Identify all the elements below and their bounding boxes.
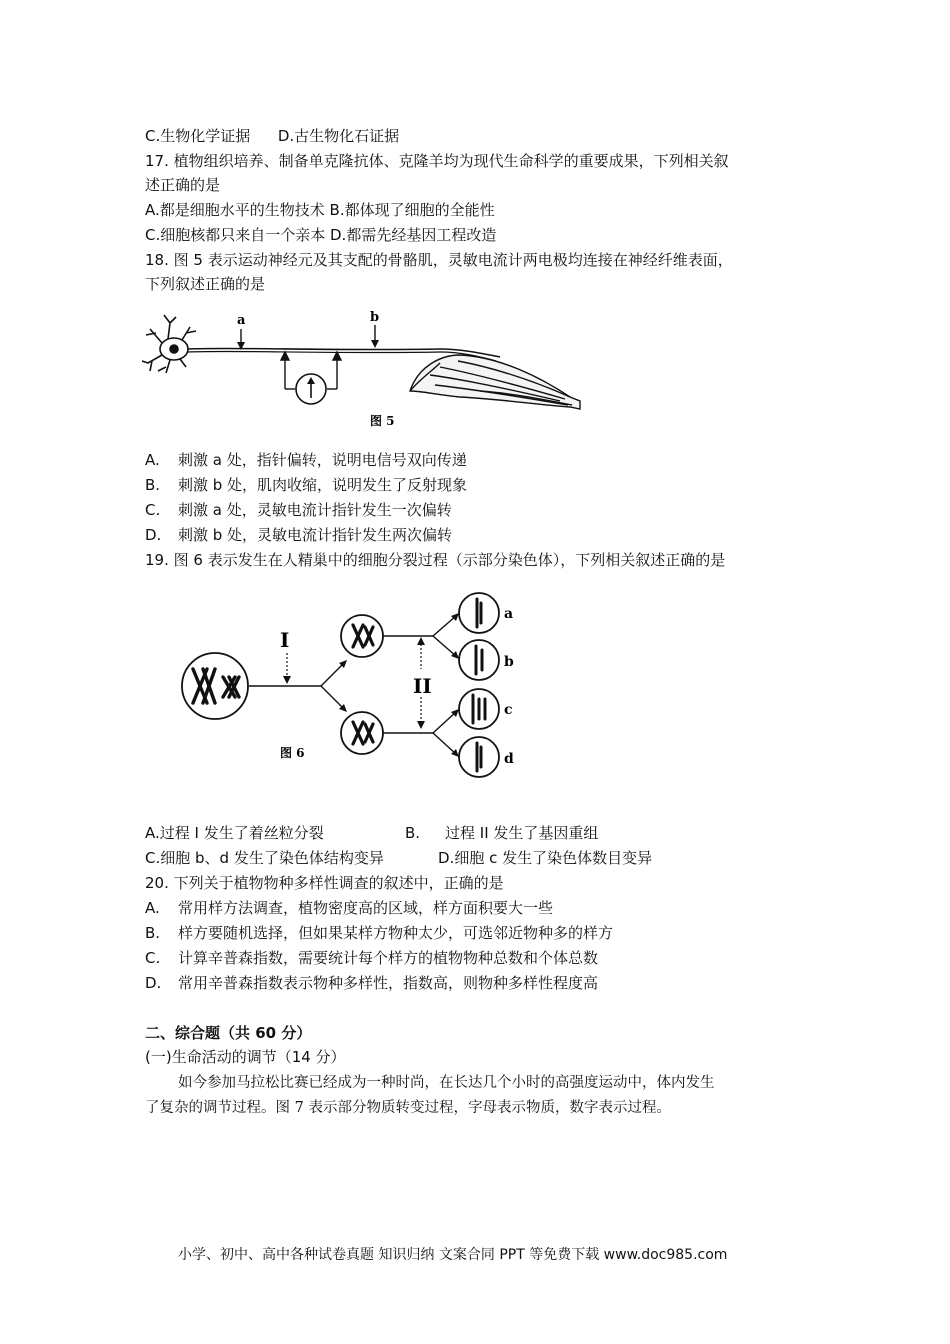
figure-5-neuron-muscle bbox=[140, 305, 590, 435]
q19-stem: 19. 图 6 表示发生在人精巢中的细胞分裂过程（示部分染色体），下列相关叙述正确的是 bbox=[145, 551, 726, 569]
q17-options-ab: A.都是细胞水平的生物技术 B.都体现了细胞的全能性 bbox=[145, 201, 495, 219]
label-cell-c: c bbox=[504, 702, 513, 718]
label-a: a bbox=[237, 313, 246, 328]
q18-option-c-text: 刺激 a 处，灵敏电流计指针发生一次偏转 bbox=[178, 501, 452, 519]
parent-cell bbox=[182, 653, 248, 719]
label-I: I bbox=[280, 628, 290, 652]
stimulus-arrow-a bbox=[237, 313, 246, 350]
label-cell-a: a bbox=[504, 606, 514, 622]
q19-option-d: D.细胞 c 发生了染色体数目变异 bbox=[438, 849, 653, 867]
section-2-para-line2: 了复杂的调节过程。图 7 表示部分物质转变过程，字母表示物质，数字表示过程。 bbox=[145, 1100, 671, 1116]
q18-option-d-text: 刺激 b 处，灵敏电流计指针发生两次偏转 bbox=[178, 526, 453, 544]
q17-stem-line1: 17. 植物组织培养、制备单克隆抗体、克隆羊均为现代生命科学的重要成果，下列相关叙 bbox=[145, 152, 729, 170]
label-II: II bbox=[413, 674, 432, 698]
daughter-cell-c bbox=[459, 689, 513, 729]
galvanometer bbox=[296, 374, 326, 404]
q18-option-c-letter: C. bbox=[145, 501, 161, 519]
stimulus-arrow-b bbox=[370, 310, 379, 348]
secondary-cell-top bbox=[341, 615, 383, 657]
daughter-cell-a bbox=[459, 593, 513, 633]
q17-stem-line2: 述正确的是 bbox=[145, 176, 221, 194]
figure-5-caption: 图 5 bbox=[370, 414, 395, 428]
q20-option-c-letter: C. bbox=[145, 949, 161, 967]
q19-option-c: C.细胞 b、d 发生了染色体结构变异 bbox=[145, 849, 384, 867]
q20-option-c-text: 计算辛普森指数，需要统计每个样方的植物物种总数和个体总数 bbox=[178, 949, 599, 967]
q16-option-d: D.古生物化石证据 bbox=[277, 127, 400, 145]
q18-stem-line2: 下列叙述正确的是 bbox=[145, 275, 266, 293]
label-cell-b: b bbox=[504, 654, 514, 670]
page-footer: 小学、初中、高中各种试卷真题 知识归纳 文案合同 PPT 等免费下载 www.doc985.com bbox=[178, 1247, 728, 1263]
q18-option-b-letter: B. bbox=[145, 476, 161, 494]
q20-option-b-text: 样方要随机选择，但如果某样方物种太少，可选邻近物种多的样方 bbox=[178, 924, 614, 942]
neuron-cell-body bbox=[142, 315, 196, 373]
q18-option-b-text: 刺激 b 处，肌肉收缩，说明发生了反射现象 bbox=[178, 476, 468, 494]
q19-option-b-text: 过程 II 发生了基因重组 bbox=[445, 824, 599, 842]
q20-option-d-text: 常用辛普森指数表示物种多样性，指数高，则物种多样性程度高 bbox=[178, 974, 599, 992]
label-b: b bbox=[370, 310, 380, 325]
daughter-cell-d bbox=[459, 737, 514, 777]
q20-stem: 20. 下列关于植物物种多样性调查的叙述中，正确的是 bbox=[145, 874, 504, 892]
label-cell-d: d bbox=[504, 751, 514, 767]
q20-option-a-text: 常用样方法调查，植物密度高的区域，样方面积要大一些 bbox=[178, 899, 554, 917]
figure-6-caption: 图 6 bbox=[280, 746, 305, 760]
q16-option-c: C.生物化学证据 bbox=[145, 127, 251, 145]
skeletal-muscle bbox=[410, 355, 580, 409]
q18-option-a-text: 刺激 a 处，指针偏转，说明电信号双向传递 bbox=[178, 451, 467, 469]
q17-options-cd: C.细胞核都只来自一个亲本 D.都需先经基因工程改造 bbox=[145, 226, 497, 244]
q18-stem-line1: 18. 图 5 表示运动神经元及其支配的骨骼肌，灵敏电流计两电极均连接在神经纤维表面， bbox=[145, 251, 733, 269]
q20-option-b-letter: B. bbox=[145, 924, 161, 942]
section-2-para-line1: 如今参加马拉松比赛已经成为一种时尚，在长达几个小时的高强度运动中，体内发生 bbox=[178, 1075, 715, 1091]
q18-option-d-letter: D. bbox=[145, 526, 162, 544]
section-2-subheading: (一)生命活动的调节（14 分） bbox=[145, 1048, 346, 1066]
q20-option-d-letter: D. bbox=[145, 974, 162, 992]
q18-option-a-letter: A. bbox=[145, 451, 160, 469]
figure-6-cell-division bbox=[175, 585, 535, 785]
q20-option-a-letter: A. bbox=[145, 899, 160, 917]
section-2-heading: 二、综合题（共 60 分） bbox=[145, 1024, 312, 1042]
q19-option-a: A.过程 I 发生了着丝粒分裂 bbox=[145, 824, 324, 842]
q19-option-b-letter: B. bbox=[405, 824, 421, 842]
q16-options-cd bbox=[145, 126, 399, 146]
secondary-cell-bottom bbox=[341, 712, 383, 754]
daughter-cell-b bbox=[459, 640, 514, 680]
